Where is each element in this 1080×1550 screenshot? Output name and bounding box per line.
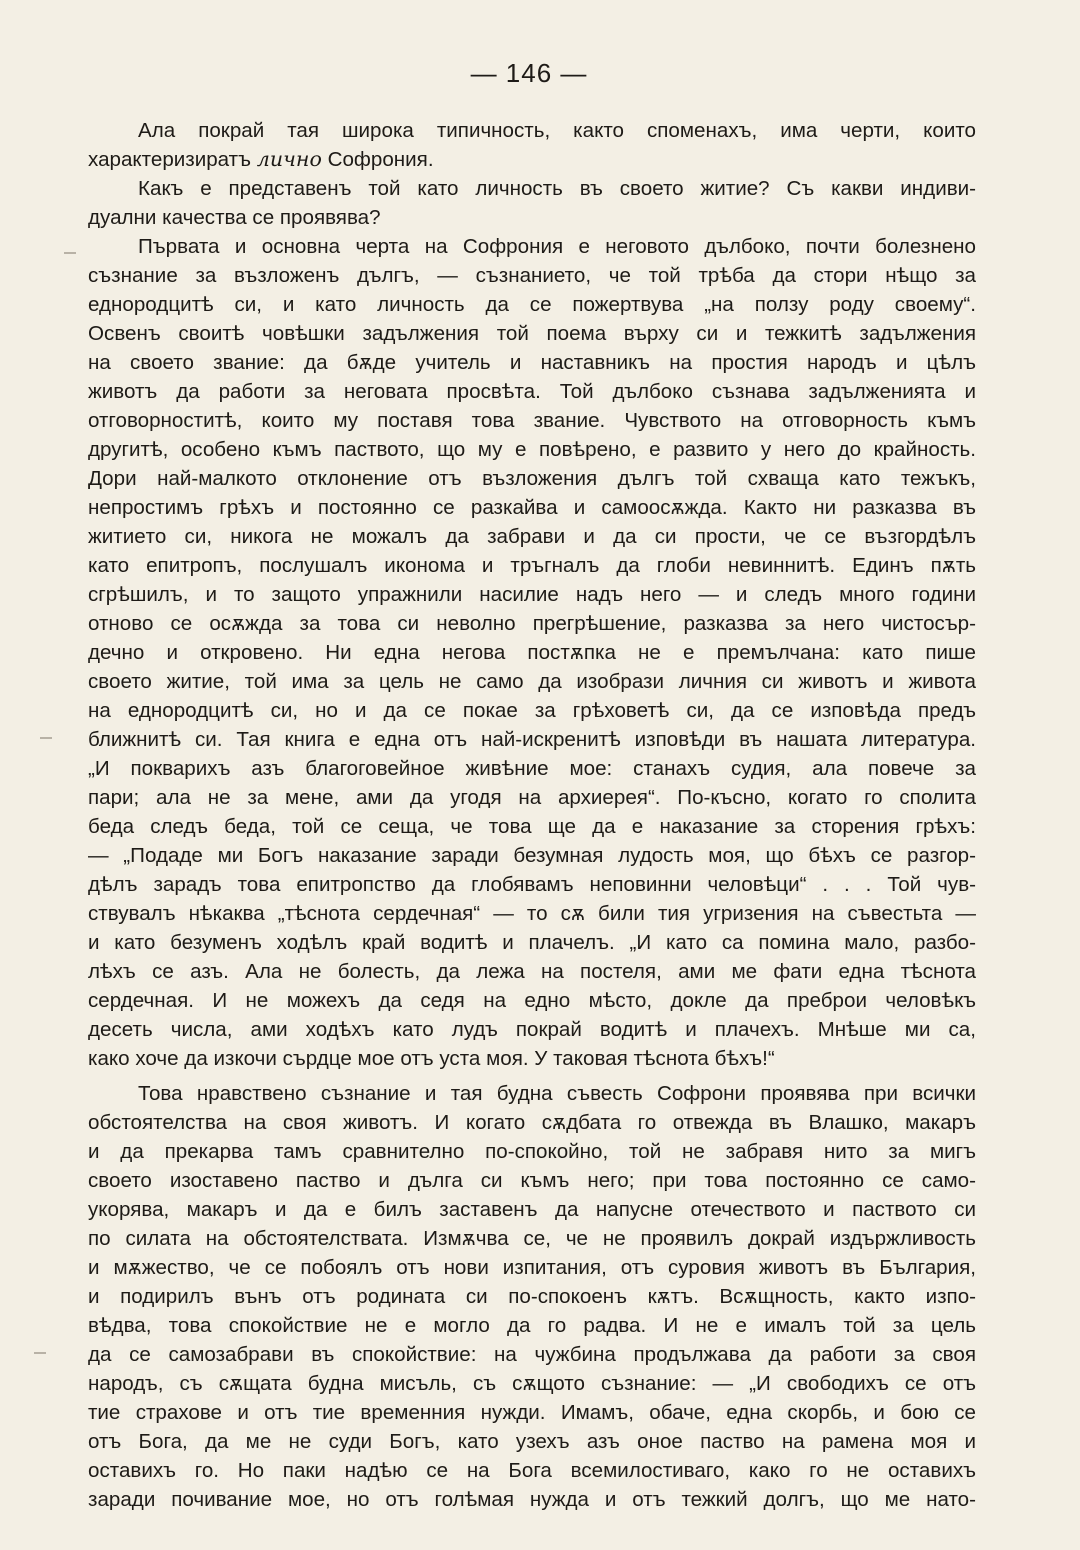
text-line: ствувалъ нѣкаква „тѣснота сердечная“ — то сѫ били тия угризения на съвестьта — bbox=[88, 902, 976, 925]
text-line: животъ да работи за неговата просвѣта. Той дълбоко съзнава задълженията и bbox=[88, 380, 976, 403]
text-line: дѣлъ зарадъ това епитропство да глобявамъ неповинни человѣци“ . . . Той чув- bbox=[88, 873, 976, 896]
text-line: Дори най-малкото отклонение отъ възложения дългъ той схваща като тежъкъ, bbox=[88, 467, 976, 490]
text-line: беда следъ беда, той се сеща, че това ще да е наказание за сторения грѣхъ: bbox=[88, 815, 976, 838]
text-line: отговорноститѣ, които му поставя това звание. Чувството на отговорность къмъ bbox=[88, 409, 976, 432]
text-line: Какъ е представенъ той като личность въ своето житие? Съ какви индиви- bbox=[138, 177, 976, 200]
text-line: на еднородцитѣ си, но и да се покае за грѣховетѣ си, да се изповѣда предъ bbox=[88, 699, 976, 722]
text-line: десеть числа, ами ходѣхъ като лудъ покрай водитѣ и плачехъ. Мнѣше ми са, bbox=[88, 1018, 976, 1041]
text-line: еднородцитѣ си, и като личность да се пожертвува „на ползу роду своему“. bbox=[88, 293, 976, 316]
text-line bbox=[88, 145, 976, 174]
text-line: и мѫжество, че се побоялъ отъ нови изпитания, отъ суровия животъ въ България, bbox=[88, 1256, 976, 1279]
text-line: и да прекарва тамъ сравнително по-спокойно, той не забравя нито за мигъ bbox=[88, 1140, 976, 1163]
text-line: заради почивание мое, но отъ голѣмая нужда и отъ тежкий долгъ, що ме нато- bbox=[88, 1488, 976, 1511]
text-line: обстоятелства на своя животъ. И когато сѫдбата го отвежда въ Влашко, макаръ bbox=[88, 1111, 976, 1134]
text-line: своето изоставено паство и дълга си къмъ него; при това постоянно се само- bbox=[88, 1169, 976, 1192]
text-line: Ала покрай тая широка типичность, както споменахъ, има черти, които bbox=[138, 119, 976, 142]
page-number: — 146 — bbox=[470, 58, 588, 88]
text-line: дуални качества се проявява? bbox=[88, 206, 381, 229]
text-line: дечно и откровено. Ни една негова постѫпка не е премълчана: като пише bbox=[88, 641, 976, 664]
text-line: на своето звание: да бѫде учитель и наставникъ на простия народъ и цѣлъ bbox=[88, 351, 976, 374]
text-line: пари; ала не за мене, ами да угодя на архиерея“. По-късно, когато го сполита bbox=[88, 786, 976, 809]
text-line: вѣдва, това спокойствие не е могло да го радва. И не е ималъ той за цель bbox=[88, 1314, 976, 1337]
text-line: като епитропъ, послушалъ иконома и тръгналъ да глоби невиннитѣ. Единъ пѫть bbox=[88, 554, 976, 577]
margin-mark bbox=[40, 737, 52, 739]
text-line: Първата и основна черта на Софрония е неговото дълбоко, почти болезнено bbox=[138, 235, 976, 258]
margin-mark bbox=[64, 252, 76, 254]
text-line: и като безуменъ ходѣлъ край водитѣ и плачелъ. „И като са помина мало, разбо- bbox=[88, 931, 976, 954]
text-line: да се самозабрави въ спокойствие: на чужбина продължава да работи за своя bbox=[88, 1343, 976, 1366]
text-line: съзнание за възложенъ дългъ, — съзнанието, че той трѣба да стори нѣщо за bbox=[88, 264, 976, 287]
text-line: отъ Бога, да ме не суди Богъ, като узехъ азъ оное паство на рамена моя и bbox=[88, 1430, 976, 1453]
text-line: Освенъ своитѣ човѣшки задължения той поема върху си и тежкитѣ задължения bbox=[88, 322, 976, 345]
text-line: Това нравствено съзнание и тая будна съвесть Софрони проявява при всички bbox=[138, 1082, 976, 1105]
text-line: — „Подаде ми Богъ наказание заради безумная лудость моя, що бѣхъ се разгор- bbox=[88, 844, 976, 867]
text-line: по силата на обстоятелствата. Измѫчва се, че не проявилъ докрай издържливость bbox=[88, 1227, 976, 1250]
text-line: и подирилъ вънъ отъ родината си по-спокоенъ кѫтъ. Всѫщность, както изпо- bbox=[88, 1285, 976, 1308]
text-line: укорява, макаръ и да е билъ заставенъ да напусне отечеството и паството си bbox=[88, 1198, 976, 1221]
text-line: отново се осѫжда за това си неволно прегрѣшение, разказва за него чистосър- bbox=[88, 612, 976, 635]
text-line: сгрѣшилъ, и то защото упражнили насилие надъ него — и следъ много години bbox=[88, 583, 976, 606]
body-text bbox=[88, 116, 976, 1514]
text-line: своето житие, той има за цель не само да изобрази личния си животъ и живота bbox=[88, 670, 976, 693]
text-line: народъ, съ сѫщата будна мисъль, съ сѫщото съзнание: — „И свободихъ се отъ bbox=[88, 1372, 976, 1395]
text-line: „И покварихъ азъ благоговейное живѣние мое: станахъ судия, ала повече за bbox=[88, 757, 976, 780]
text-line: непростимъ грѣхъ и постоянно се разкайва и самоосѫжда. Както ни разказва въ bbox=[88, 496, 976, 519]
text-line: лѣхъ се азъ. Ала не болесть, да лежа на постеля, ами ме фати една тѣснота bbox=[88, 960, 976, 983]
text-line: сердечная. И не можехъ да седя на едно мѣсто, докле да преброи человѣкъ bbox=[88, 989, 976, 1012]
text-line: тие страхове и отъ тие временния нужди. Имамъ, обаче, една скорбь, и бою се bbox=[88, 1401, 976, 1424]
text-line: другитѣ, особено къмъ паството, що му е повѣрено, е развито у него до крайность. bbox=[88, 438, 976, 461]
text-fragment: Софрония. bbox=[327, 148, 434, 171]
text-line: оставихъ го. Но паки надѣю се на Бога всемилостиваго, како го не оставихъ bbox=[88, 1459, 976, 1482]
emphasized-word: лично bbox=[256, 147, 322, 171]
text-line: ближнитѣ си. Тая книга е една отъ най-искренитѣ изповѣди въ нашата литература. bbox=[88, 728, 976, 751]
margin-mark bbox=[34, 1352, 46, 1354]
text-line: житиeто си, никога не можалъ да забрави и да си прости, че се възгордѣлъ bbox=[88, 525, 976, 548]
text-line: како хоче да изкочи сърдце мое отъ уста моя. У таковая тѣснота бѣхъ!“ bbox=[88, 1047, 775, 1070]
text-fragment: характеризиратъ bbox=[88, 148, 251, 171]
